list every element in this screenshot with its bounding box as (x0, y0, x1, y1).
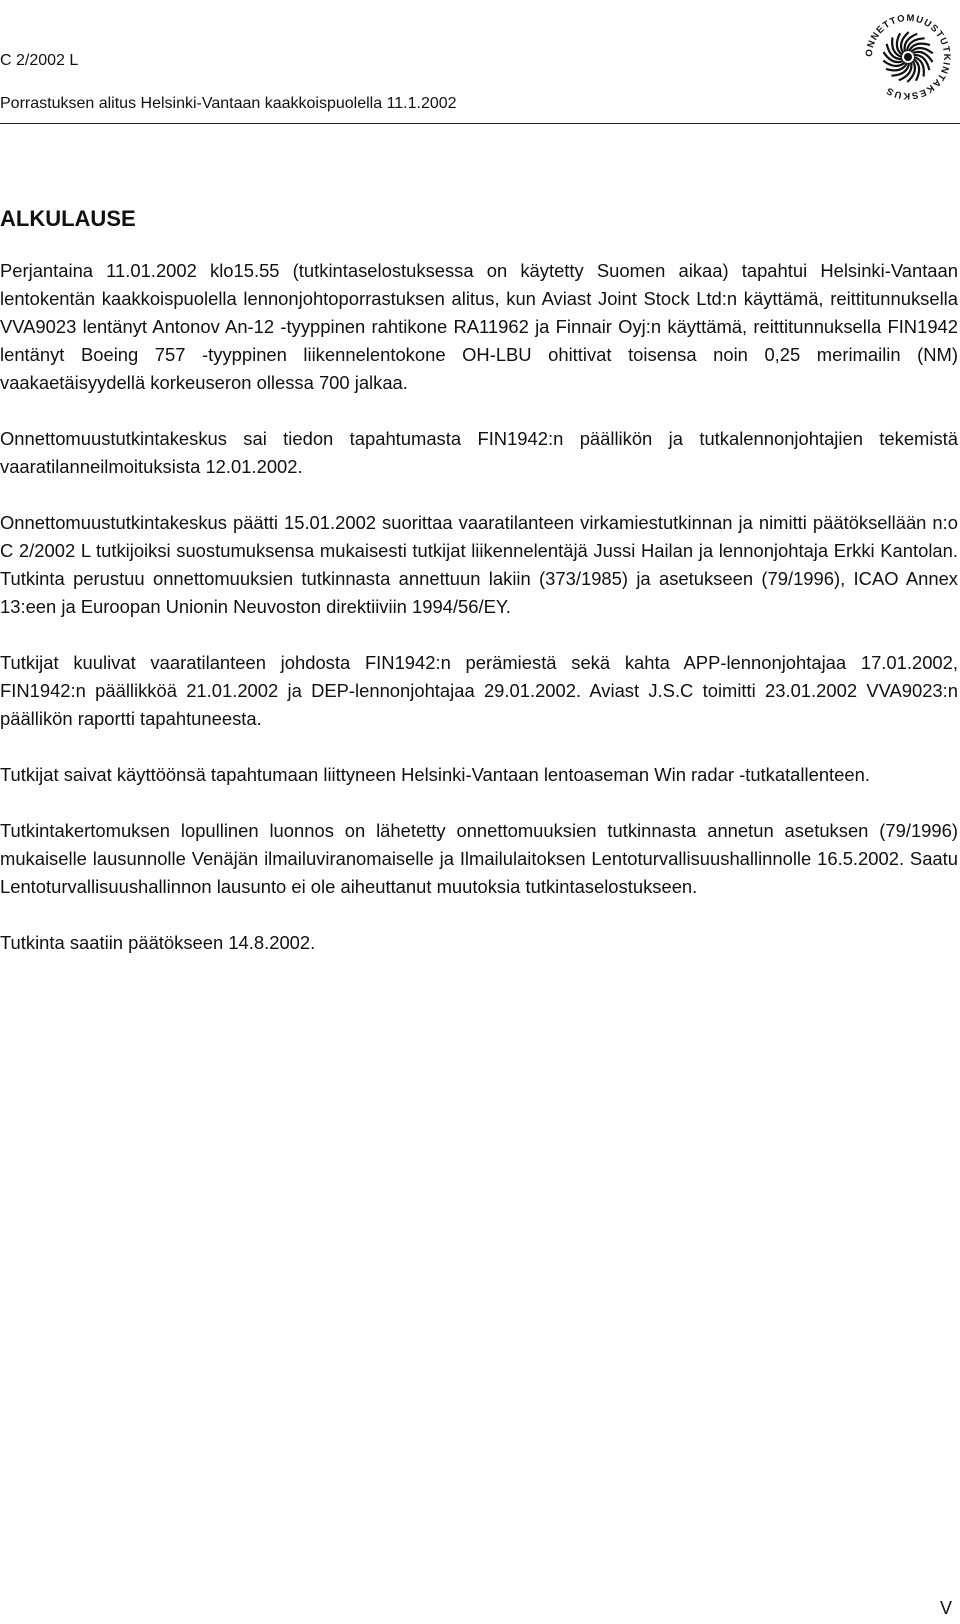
report-code: C 2/2002 L (0, 52, 79, 69)
paragraph: Tutkinta saatiin päätökseen 14.8.2002. (0, 932, 316, 953)
paragraph: Perjantaina 11.01.2002 klo15.55 (tutkintaselostuksessa on käytetty Suomen aikaa) tapahtui Helsinki-Vantaan lentokentän kaakkoispuolella lennonjohtoporrastuksen alitus, kun Aviast Joint Stock Ltd:n käyttämä, reittitunnuksella VVA9023 lentänyt Antonov An-12 -tyyppinen rahtikone RA11962 ja Finnair Oyj:n käyttämä, reittitunnuksella FIN1942 lentänyt Boeing 757 -tyyppinen liikennelentokone OH-LBU ohittivat toisensa noin 0,25 merimailin (NM) vaakaetäisyydellä korkeuseron ollessa 700 jalkaa. (0, 260, 958, 393)
paragraph: Onnettomuustutkintakeskus sai tiedon tapahtumasta FIN1942:n päällikön ja tutkalennonjohtajien tekemistä vaaratilanneilmoituksista 12.01.2002. (0, 428, 958, 477)
page-number: V (939, 1598, 952, 1618)
header-divider (0, 123, 960, 124)
onnettomuustutkintakeskus-logo (864, 2, 952, 112)
document-body (0, 257, 958, 985)
report-subtitle: Porrastuksen alitus Helsinki-Vantaan kaakkoispuolella 11.1.2002 (0, 95, 457, 112)
section-title: ALKULAUSE (0, 206, 136, 231)
paragraph: Tutkintakertomuksen lopullinen luonnos on lähetetty onnettomuuksien tutkinnasta annetun asetuksen (79/1996) mukaiselle lausunnolle Venäjän ilmailuviranomaiselle ja Ilmailulaitoksen Lentoturvallisuushallinnolle 16.5.2002. Saatu Lentoturvallisuushallinnon lausunto ei ole aiheuttanut muutoksia tutkintaselostukseen. (0, 820, 958, 897)
paragraph: Tutkijat saivat käyttöönsä tapahtumaan liittyneen Helsinki-Vantaan lentoaseman Win radar -tutkatallenteen. (0, 764, 870, 785)
svg-text:ONNETTOMUUSTUTKINTAKESKUS: ONNETTOMUUSTUTKINTAKESKUS (864, 12, 952, 102)
paragraph: Tutkijat kuulivat vaaratilanteen johdosta FIN1942:n perämiestä sekä kahta APP-lennonjohtajaa 17.01.2002, FIN1942:n päällikköä 21.01.2002 ja DEP-lennonjohtajaa 29.01.2002. Aviast J.S.C toimitti 23.01.2002 VVA9023:n päällikön raportti tapahtuneesta. (0, 652, 958, 729)
paragraph: Onnettomuustutkintakeskus päätti 15.01.2002 suorittaa vaaratilanteen virkamiestutkinnan ja nimitti päätöksellään n:o C 2/2002 L tutkijoiksi suostumuksensa mukaisesti tutkijat liikennelentäjä Jussi Hailan ja lennonjohtaja Erkki Kantolan. Tutkinta perustuu onnettomuuksien tutkinnasta annettuun lakiin (373/1985) ja asetukseen (79/1996), ICAO Annex 13:een ja Euroopan Unionin Neuvoston direktiiviin 1994/56/EY. (0, 512, 958, 617)
